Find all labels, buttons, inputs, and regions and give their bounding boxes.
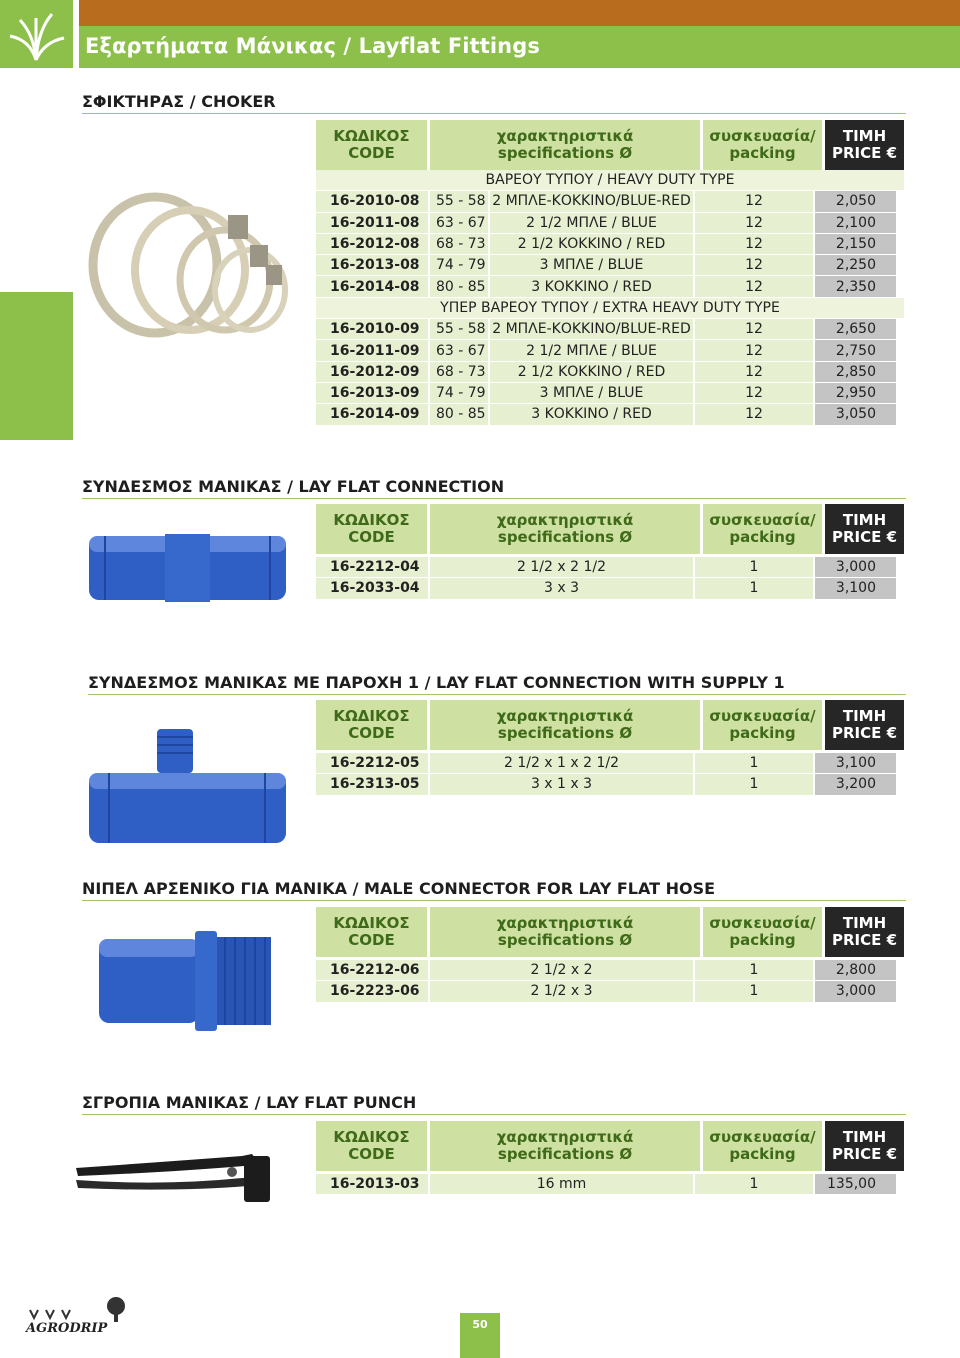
agrodrip-logo	[24, 1296, 134, 1336]
header-spec: χαρακτηριστικά specifications Ø	[430, 907, 700, 957]
table-row: 16-2013-03 16 mm 1 135,00	[316, 1174, 904, 1195]
page-number: 50	[460, 1313, 500, 1358]
header-price: ΤΙΜΗ PRICE €	[825, 907, 904, 957]
header-pack: συσκευασία/ packing	[703, 1121, 822, 1171]
table-male-connector	[316, 907, 904, 1003]
header-code: ΚΩΔΙΚΟΣ CODE	[316, 504, 427, 554]
section-title-connection: ΣΥΝΔΕΣΜΟΣ ΜΑΝΙΚΑΣ / LAY FLAT CONNECTION	[82, 477, 906, 499]
connection-image	[85, 528, 290, 608]
table-row: 16-2011-08 63 - 67 2 1/2 ΜΠΛΕ / BLUE 12 2,100	[316, 213, 904, 234]
table-header	[316, 907, 904, 957]
left-accent-bar	[0, 292, 73, 440]
table-row: 16-2223-06 2 1/2 x 3 1 3,000	[316, 981, 904, 1002]
group-row: ΒΑΡΕΟΥ ΤΥΠΟΥ / HEAVY DUTY TYPE	[316, 170, 904, 191]
header-price: ΤΙΜΗ PRICE €	[825, 504, 904, 554]
table-row: 16-2212-06 2 1/2 x 2 1 2,800	[316, 960, 904, 981]
table-connection-supply	[316, 700, 904, 796]
section-title-male-connector: ΝΙΠΕΛ ΑΡΣΕΝΙΚΟ ΓΙΑ ΜΑΝΙΚΑ / MALE CONNECTOR FOR LAY FLAT HOSE	[82, 879, 906, 901]
section-title-punch: ΣΓΡΟΠΙΑ ΜΑΝΙΚΑΣ / LAY FLAT PUNCH	[82, 1093, 906, 1115]
punch-tool-image	[72, 1148, 282, 1208]
table-header	[316, 120, 904, 170]
table-row: 16-2212-04 2 1/2 x 2 1/2 1 3,000	[316, 557, 904, 578]
header-spec: χαρακτηριστικά specifications Ø	[430, 504, 700, 554]
logo-box	[0, 0, 73, 68]
header-pack: συσκευασία/ packing	[703, 504, 822, 554]
table-header	[316, 700, 904, 750]
page-title: Εξαρτήματα Μάνικας / Layflat Fittings	[85, 34, 540, 58]
table-connection	[316, 504, 904, 600]
header-price: ΤΙΜΗ PRICE €	[825, 700, 904, 750]
section-title-connection-supply: ΣΥΝΔΕΣΜΟΣ ΜΑΝΙΚΑΣ ΜΕ ΠΑΡΟΧΗ 1 / LAY FLAT CONNECTION WITH SUPPLY 1	[88, 673, 906, 695]
header-code: ΚΩΔΙΚΟΣ CODE	[316, 120, 427, 170]
hose-clamp-image	[80, 185, 300, 345]
table-row: 16-2010-08 55 - 58 2 ΜΠΛΕ-ΚΟΚΚΙΝΟ/BLUE-RED 12 2,050	[316, 191, 904, 212]
header-code: ΚΩΔΙΚΟΣ CODE	[316, 1121, 427, 1171]
table-row: 16-2014-09 80 - 85 3 ΚΟΚΚΙΝΟ / RED 12 3,050	[316, 404, 904, 425]
title-bar	[79, 26, 960, 68]
header-price: ΤΙΜΗ PRICE €	[825, 1121, 904, 1171]
group-row: ΥΠΕΡ ΒΑΡΕΟΥ ΤΥΠΟΥ / EXTRA HEAVY DUTY TYPE	[316, 298, 904, 319]
connection-supply-image	[85, 725, 290, 850]
table-punch	[316, 1121, 904, 1195]
header-spec: χαρακτηριστικά specifications Ø	[430, 120, 700, 170]
header-pack: συσκευασία/ packing	[703, 907, 822, 957]
grass-logo-icon	[0, 0, 73, 68]
table-row: 16-2012-09 68 - 73 2 1/2 ΚΟΚΚΙΝΟ / RED 12 2,850	[316, 362, 904, 383]
top-accent-bar	[79, 0, 960, 26]
table-row: 16-2013-08 74 - 79 3 ΜΠΛΕ / BLUE 12 2,250	[316, 255, 904, 276]
table-row: 16-2011-09 63 - 67 2 1/2 ΜΠΛΕ / BLUE 12 2,750	[316, 340, 904, 361]
table-header	[316, 1121, 904, 1171]
table-row: 16-2010-09 55 - 58 2 ΜΠΛΕ-ΚΟΚΚΙΝΟ/BLUE-RED 12 2,650	[316, 319, 904, 340]
male-connector-image	[95, 925, 275, 1035]
table-row: 16-2313-05 3 x 1 x 3 1 3,200	[316, 774, 904, 795]
table-row: 16-2014-08 80 - 85 3 ΚΟΚΚΙΝΟ / RED 12 2,350	[316, 276, 904, 297]
table-row: 16-2013-09 74 - 79 3 ΜΠΛΕ / BLUE 12 2,950	[316, 383, 904, 404]
header-spec: χαρακτηριστικά specifications Ø	[430, 1121, 700, 1171]
table-choker	[316, 120, 904, 426]
header-price: ΤΙΜΗ PRICE €	[825, 120, 904, 170]
table-row: 16-2033-04 3 x 3 1 3,100	[316, 578, 904, 599]
header-pack: συσκευασία/ packing	[703, 700, 822, 750]
header-pack: συσκευασία/ packing	[703, 120, 822, 170]
header-code: ΚΩΔΙΚΟΣ CODE	[316, 907, 427, 957]
header-spec: χαρακτηριστικά specifications Ø	[430, 700, 700, 750]
table-header	[316, 504, 904, 554]
table-row: 16-2012-08 68 - 73 2 1/2 ΚΟΚΚΙΝΟ / RED 12 2,150	[316, 234, 904, 255]
header-code: ΚΩΔΙΚΟΣ CODE	[316, 700, 427, 750]
brand-name: AGRODRIP	[26, 1321, 108, 1336]
section-title-choker: ΣΦΙΚΤΗΡΑΣ / CHOKER	[82, 92, 906, 114]
table-row: 16-2212-05 2 1/2 x 1 x 2 1/2 1 3,100	[316, 753, 904, 774]
